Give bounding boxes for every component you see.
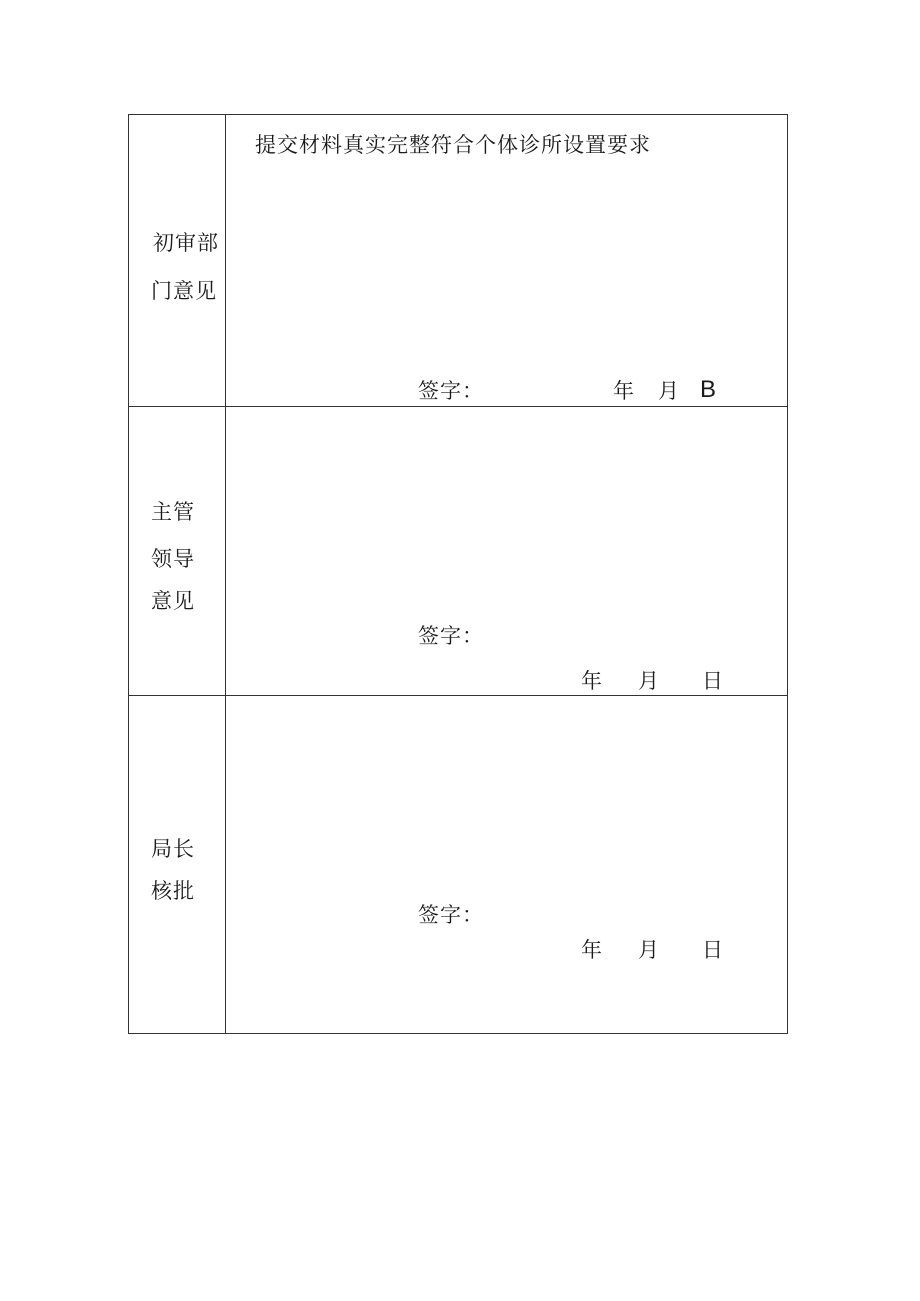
section3-label-line1: 局长	[151, 837, 195, 861]
approval-form-table	[128, 114, 788, 1034]
section1-opinion-text: 提交材料真实完整符合个体诊所设置要求	[255, 133, 651, 157]
section1-label-line1: 初审部	[153, 231, 219, 255]
section1-date-year: 年	[613, 379, 635, 403]
row-divider-2	[129, 695, 787, 696]
section3-date-month: 月	[638, 938, 660, 962]
section2-signature-label: 签字：	[418, 624, 484, 648]
section1-label-line2: 门意见	[151, 279, 217, 303]
section2-label-line1: 主管	[151, 500, 195, 524]
section3-date-day: 日	[702, 938, 724, 962]
section2-label-line2: 领导	[151, 547, 195, 571]
section3-label-line2: 核批	[151, 879, 195, 903]
row-divider-1	[129, 406, 787, 407]
section2-date-year: 年	[581, 669, 603, 693]
section3-date-year: 年	[581, 938, 603, 962]
column-divider	[225, 115, 226, 1033]
section2-label-line3: 意见	[151, 589, 195, 613]
section3-signature-label: 签字：	[418, 903, 484, 927]
section2-date-month: 月	[638, 669, 660, 693]
section1-date-month: 月	[658, 379, 680, 403]
section1-signature-label: 签字：	[418, 379, 484, 403]
section2-date-day: 日	[702, 669, 724, 693]
section1-date-day: B	[700, 376, 717, 403]
